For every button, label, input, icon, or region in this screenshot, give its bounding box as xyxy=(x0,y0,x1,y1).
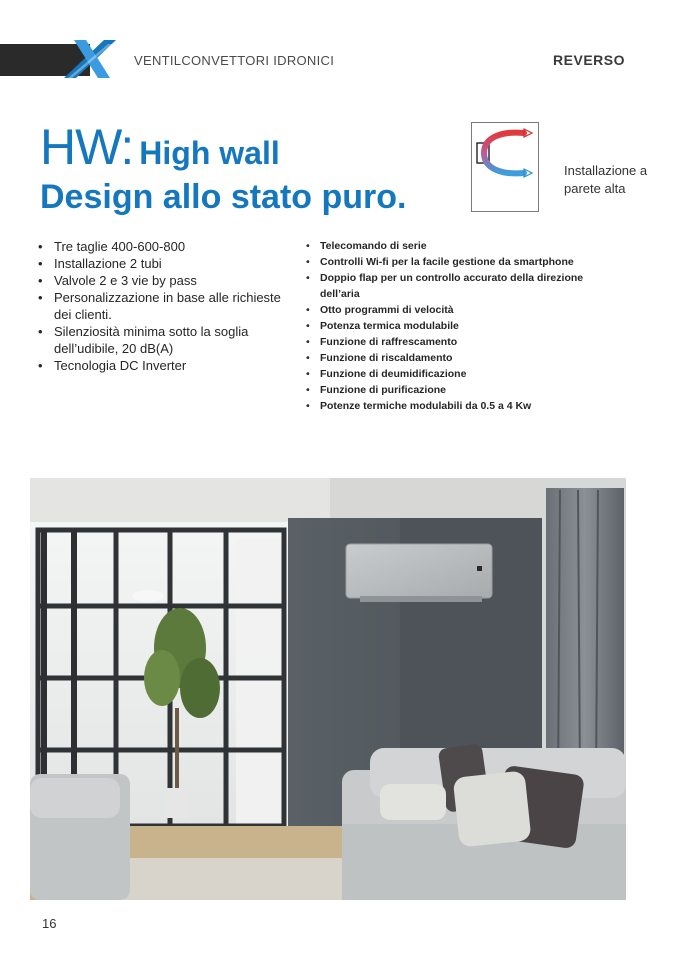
model-name: High wall xyxy=(139,135,280,171)
list-item: • Telecomando di serie xyxy=(306,238,606,254)
list-item: • Funzione di raffrescamento xyxy=(306,334,606,350)
list-item: • Valvole 2 e 3 vie by pass xyxy=(38,272,283,289)
installation-icon-box xyxy=(471,122,539,212)
list-item: • Doppio flap per un controllo accurato della direzione dell’aria xyxy=(306,270,606,302)
list-item: • Silenziosità minima sotto la soglia dell’udibile, 20 dB(A) xyxy=(38,323,283,357)
list-item: • Funzione di deumidificazione xyxy=(306,366,606,382)
list-item: • Potenze termiche modulabili da 0.5 a 4 Kw xyxy=(306,398,606,414)
list-item: • Installazione 2 tubi xyxy=(38,255,283,272)
x-logo-icon xyxy=(60,38,120,82)
brand-name: REVERSO xyxy=(553,52,625,68)
list-item: • Tre taglie 400-600-800 xyxy=(38,238,283,255)
list-item: • Potenza termica modulabile xyxy=(306,318,606,334)
list-item: • Personalizzazione in base alle richieste dei clienti. xyxy=(38,289,283,323)
list-item: • Otto programmi di velocità xyxy=(306,302,606,318)
features-left-list xyxy=(38,238,283,374)
list-item: • Funzione di riscaldamento xyxy=(306,350,606,366)
living-room-with-wall-unit-photo xyxy=(30,478,626,900)
list-item: • Controlli Wi-fi per la facile gestione da smartphone xyxy=(306,254,606,270)
section-title: VENTILCONVETTORI IDRONICI xyxy=(134,53,335,68)
model-code: HW: xyxy=(40,119,134,175)
features-right-list xyxy=(306,238,606,414)
installation-label: Installazione a parete alta xyxy=(564,163,648,196)
page-title xyxy=(40,118,280,176)
tagline: Design allo stato puro. xyxy=(40,178,407,216)
list-item: • Funzione di purificazione xyxy=(306,382,606,398)
wall-mount-airflow-icon xyxy=(472,123,538,211)
page-number: 16 xyxy=(42,916,57,931)
list-item: • Tecnologia DC Inverter xyxy=(38,357,283,374)
